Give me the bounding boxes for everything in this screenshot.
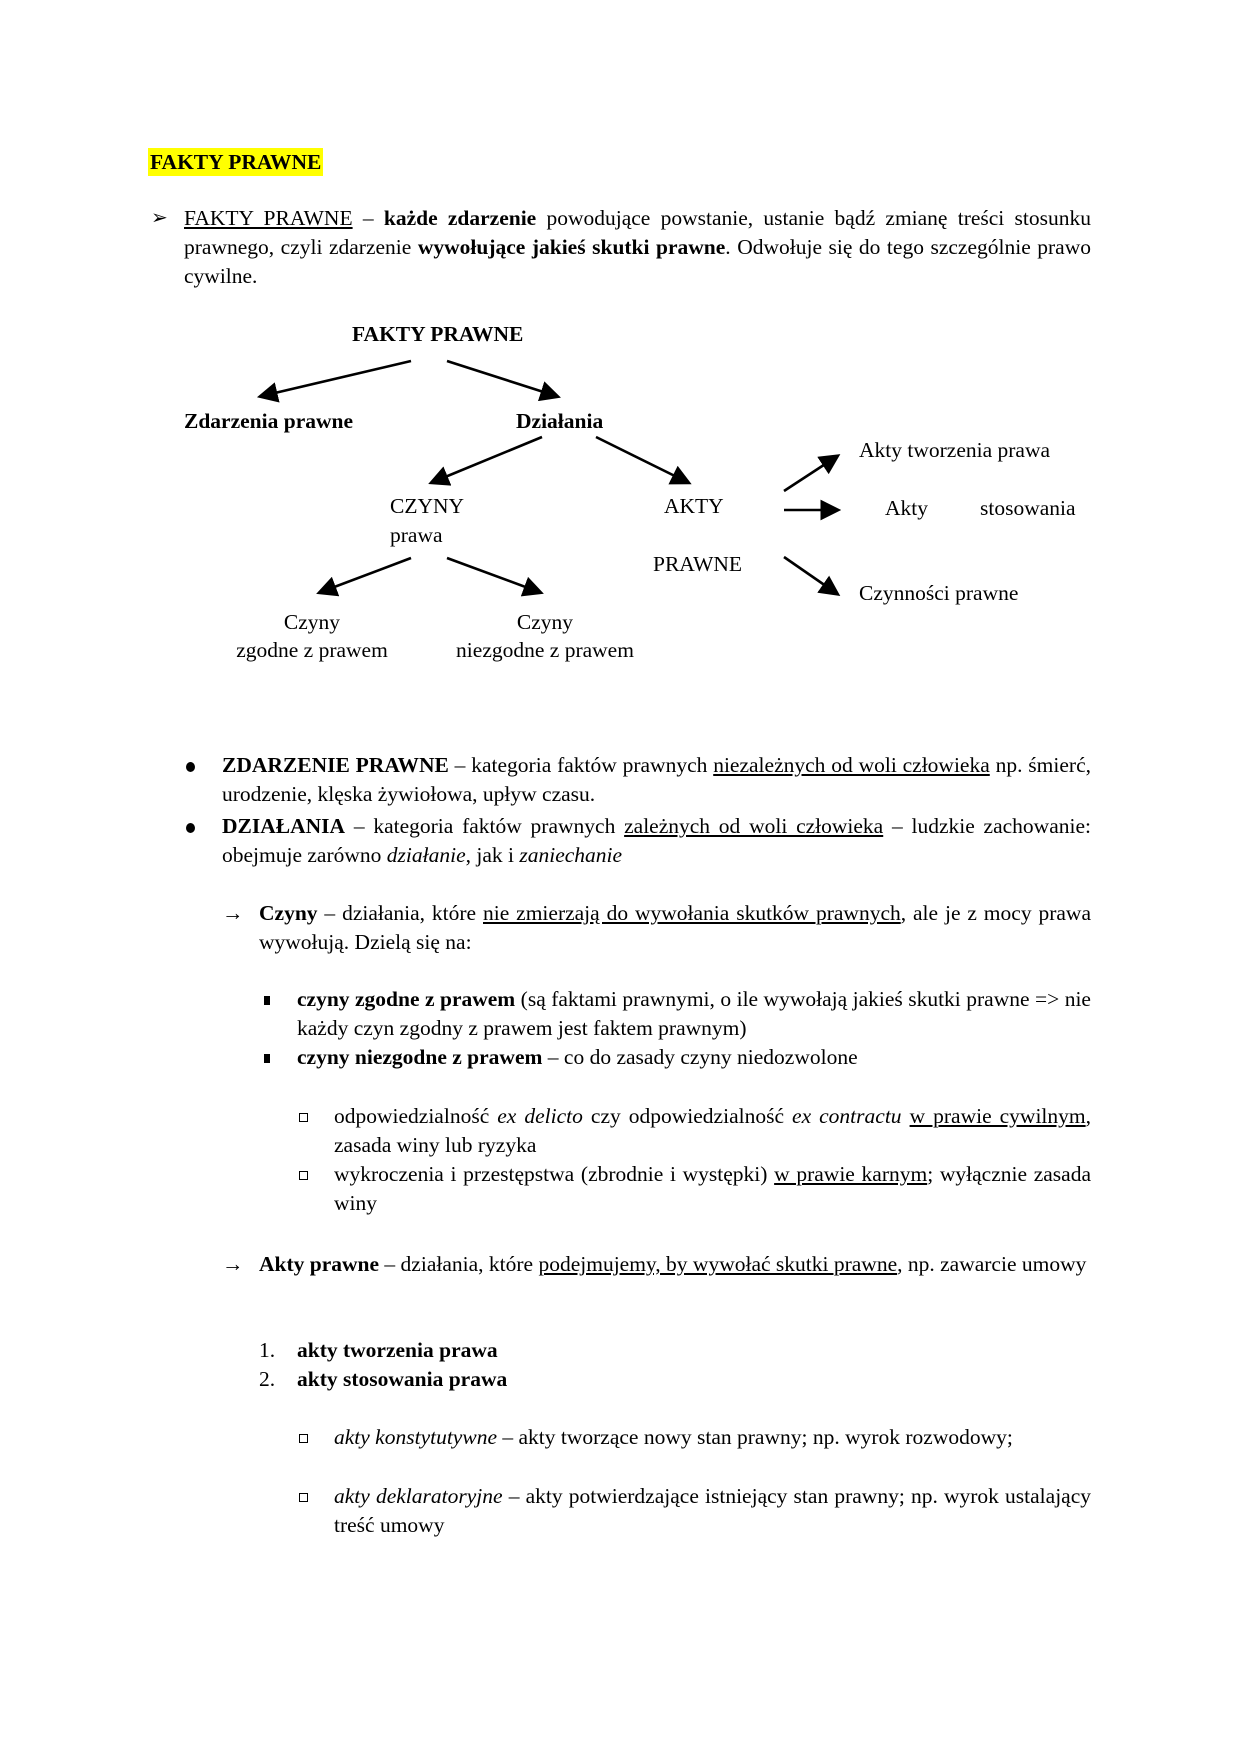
diagram-akty-2: PRAWNE — [653, 552, 743, 576]
czyny-zgodne-item — [297, 985, 1091, 1043]
arrow — [596, 437, 687, 482]
arrow — [784, 557, 836, 593]
underlined-text: w prawie karnym — [774, 1162, 928, 1186]
diagram-niezgodne-2: niezgodne z prawem — [456, 638, 634, 662]
underlined-text: nie zmierzają do wywołania skutków prawnych — [483, 901, 901, 925]
czyny-niezgodne-item — [297, 1043, 1091, 1072]
underlined-text: zależnych od woli człowieka — [624, 814, 884, 838]
arrow — [321, 558, 411, 592]
diagram-zdarzenia: Zdarzenia prawne — [184, 409, 354, 433]
italic-text: ex delicto — [497, 1104, 583, 1128]
bold-text: wywołujące jakieś skutki prawne — [417, 235, 726, 259]
hollow-square-bullet-icon — [299, 1493, 308, 1502]
italic-text: ex contractu — [792, 1104, 902, 1128]
bold-text: czyny niezgodne z prawem — [297, 1045, 543, 1069]
hollow-square-bullet-icon — [299, 1434, 308, 1443]
arrow — [447, 558, 539, 592]
text: (są faktami prawnymi, o ile wywołają jakieś skutki prawne => nie każdy czyn zgodny z prawem jest faktem prawnym) — [297, 987, 1091, 1040]
bullet-icon — [186, 823, 195, 833]
text: odpowiedzialność — [334, 1104, 498, 1128]
diagram-niezgodne-1: Czyny — [516, 610, 574, 634]
square-bullet-icon — [264, 996, 270, 1005]
arrow — [433, 437, 542, 482]
text — [902, 1104, 910, 1128]
text: , ale je z mocy prawa wywołują. Dzielą się na: — [259, 901, 1091, 954]
diagram-arrows — [0, 0, 1240, 700]
square-bullet-icon — [264, 1054, 270, 1063]
diagram-root: FAKTY PRAWNE — [352, 322, 524, 346]
text: wykroczenia i przestępstwa (zbrodnie i występki) — [334, 1162, 775, 1186]
text: – działania, które — [379, 1252, 539, 1276]
hollow-square-bullet-icon — [299, 1113, 308, 1122]
wykroczenia-item — [334, 1160, 1091, 1218]
bold-text: każde zdarzenie — [383, 206, 537, 230]
text: – działania, które — [317, 901, 483, 925]
underlined-text: niezależnych od woli człowieka — [713, 753, 990, 777]
dzialania-paragraph — [222, 812, 1091, 870]
bullet-icon — [186, 762, 195, 772]
text: – ludzkie zachowanie: obejmuje zarówno — [222, 814, 1091, 867]
arrow-bullet-icon: ➢ — [151, 207, 168, 229]
diagram-zgodne-1: Czyny — [283, 610, 341, 634]
text: np. śmierć, urodzenie, klęska żywiołowa, upływ czasu. — [222, 753, 1091, 806]
bold-text: DZIAŁANIA — [222, 814, 346, 838]
bold-text: ZDARZENIE PRAWNE — [222, 753, 449, 777]
diagram-czynnosci: Czynności prawne — [859, 581, 1019, 605]
hollow-square-bullet-icon — [299, 1171, 308, 1180]
list-number: 2. — [259, 1367, 276, 1391]
text: , jak i — [465, 843, 520, 867]
term: FAKTY PRAWNE — [184, 206, 353, 230]
list-number: 1. — [259, 1338, 276, 1362]
czyny-paragraph — [259, 899, 1091, 957]
italic-text: akty deklaratoryjne — [334, 1484, 503, 1508]
diagram-dzialania: Działania — [516, 409, 604, 433]
italic-text: akty konstytutywne — [334, 1425, 497, 1449]
odpowiedzialnosc-item — [334, 1102, 1091, 1160]
arrow — [447, 361, 556, 396]
text: . Odwołuje się do tego szczególnie prawo cywilne. — [184, 235, 1091, 288]
diagram-akty-stosowania-2: stosowania — [980, 496, 1076, 520]
konstytutywne-item — [334, 1423, 1091, 1452]
deklaratoryjne-item — [334, 1482, 1091, 1540]
underlined-text: podejmujemy, by wywołać skutki prawne — [538, 1252, 898, 1276]
list-item: akty tworzenia prawa — [297, 1338, 498, 1362]
text: powodujące powstanie, ustanie bądź zmianę treści stosunku prawnego, czyli zdarzenie — [184, 206, 1091, 259]
arrow-right-icon: → — [222, 901, 244, 925]
arrow-right-icon: → — [222, 1252, 244, 1276]
zdarzenie-paragraph — [222, 751, 1091, 809]
text: , zasada winy lub ryzyka — [334, 1104, 1092, 1157]
diagram-akty-tworzenia: Akty tworzenia prawa — [859, 438, 1051, 462]
text: – akty potwierdzające istniejący stan prawny; np. wyrok ustalający treść umowy — [334, 1484, 1092, 1537]
diagram-zgodne-2: zgodne z prawem — [236, 638, 388, 662]
diagram-akty-stosowania-1: Akty — [885, 496, 928, 520]
text: – co do zasady czyny niedozwolone — [542, 1045, 858, 1069]
akty-paragraph — [259, 1250, 1091, 1279]
underlined-text: w prawie cywilnym — [909, 1104, 1086, 1128]
diagram-czyny-1: CZYNY — [390, 494, 465, 518]
italic-text: zaniechanie — [519, 843, 623, 867]
text: – akty tworzące nowy stan prawny; np. wyrok rozwodowy; — [496, 1425, 1013, 1449]
bold-text: Czyny — [259, 901, 318, 925]
text: – — [352, 206, 384, 230]
page-heading: FAKTY PRAWNE — [150, 150, 322, 174]
list-item: akty stosowania prawa — [297, 1367, 508, 1391]
bold-text: czyny zgodne z prawem — [297, 987, 516, 1011]
text: – kategoria faktów prawnych — [448, 753, 714, 777]
diagram-akty-1: AKTY — [664, 494, 724, 518]
arrow — [262, 361, 411, 396]
diagram-czyny-2: prawa — [390, 523, 443, 547]
italic-text: działanie — [386, 843, 466, 867]
text: , np. zawarcie umowy — [897, 1252, 1087, 1276]
arrow — [784, 457, 836, 491]
text: czy odpowiedzialność — [582, 1104, 793, 1128]
text: ; wyłącznie zasada winy — [334, 1162, 1091, 1215]
text: – kategoria faktów prawnych — [345, 814, 625, 838]
bold-text: Akty prawne — [259, 1252, 380, 1276]
